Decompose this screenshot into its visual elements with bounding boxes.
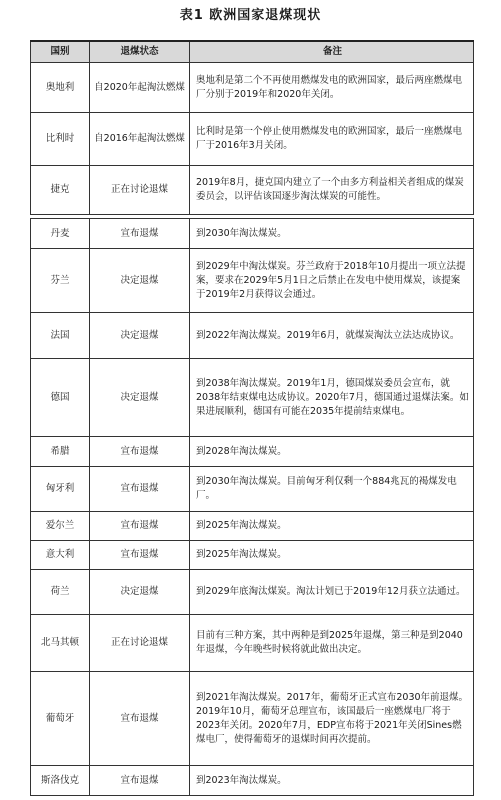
- table-row: [31, 437, 474, 467]
- coal-phaseout-table-part-1: [30, 40, 474, 215]
- country-cell: 希腊: [31, 437, 90, 467]
- status-cell: 宣布退煤: [90, 467, 190, 512]
- country-cell: 爱尔兰: [31, 512, 90, 541]
- status-cell: 决定退煤: [90, 570, 190, 615]
- country-cell: 意大利: [31, 541, 90, 570]
- note-cell: 到2029年中淘汰煤炭。芬兰政府于2018年10月提出一项立法提案，要求在2029年5月1日之后禁止在发电中使用煤炭，该提案于2019年2月获得议会通过。: [190, 249, 474, 313]
- note-cell: 到2028年淘汰煤炭。: [190, 437, 474, 467]
- status-cell: 宣布退煤: [90, 541, 190, 570]
- table-row: [31, 113, 474, 166]
- table-row: [31, 570, 474, 615]
- table-row: [31, 166, 474, 215]
- note-cell: 2019年8月，捷克国内建立了一个由多方利益相关者组成的煤炭委员会，以评估该国逐步淘汰煤炭的可能性。: [190, 166, 474, 215]
- status-cell: 宣布退煤: [90, 672, 190, 766]
- note-cell: 比利时是第一个停止使用燃煤发电的欧洲国家，最后一座燃煤电厂于2016年3月关闭。: [190, 113, 474, 166]
- status-cell: 自2016年起淘汰燃煤: [90, 113, 190, 166]
- note-cell: 到2029年底淘汰煤炭。淘汰计划已于2019年12月获立法通过。: [190, 570, 474, 615]
- country-cell: 德国: [31, 359, 90, 437]
- table-row: [31, 766, 474, 796]
- note-cell: 到2025年淘汰煤炭。: [190, 512, 474, 541]
- note-cell: 到2023年淘汰煤炭。: [190, 766, 474, 796]
- table-row: [31, 359, 474, 437]
- table-row: [31, 541, 474, 570]
- table-title: 表1 欧洲国家退煤现状: [179, 8, 322, 23]
- status-cell: 正在讨论退煤: [90, 615, 190, 672]
- country-cell: 荷兰: [31, 570, 90, 615]
- table-row: [31, 219, 474, 249]
- note-cell: 到2030年淘汰煤炭。: [190, 219, 474, 249]
- note-cell: 到2022年淘汰煤炭。2019年6月，就煤炭淘汰立法达成协议。: [190, 313, 474, 359]
- table-header-row: [31, 41, 474, 63]
- status-cell: 决定退煤: [90, 359, 190, 437]
- status-cell: 自2020年起淘汰燃煤: [90, 63, 190, 113]
- table-row: [31, 63, 474, 113]
- country-cell: 北马其顿: [31, 615, 90, 672]
- header-note: 备注: [190, 41, 474, 63]
- country-cell: 芬兰: [31, 249, 90, 313]
- table-row: [31, 512, 474, 541]
- status-cell: 宣布退煤: [90, 437, 190, 467]
- country-cell: 斯洛伐克: [31, 766, 90, 796]
- table-row: [31, 467, 474, 512]
- country-cell: 丹麦: [31, 219, 90, 249]
- note-cell: 奥地利是第二个不再使用燃煤发电的欧洲国家，最后两座燃煤电厂分别于2019年和2020年关闭。: [190, 63, 474, 113]
- header-status: 退煤状态: [90, 41, 190, 63]
- country-cell: 捷克: [31, 166, 90, 215]
- note-cell: 到2025年淘汰煤炭。: [190, 541, 474, 570]
- header-country: 国别: [31, 41, 90, 63]
- country-cell: 匈牙利: [31, 467, 90, 512]
- status-cell: 决定退煤: [90, 313, 190, 359]
- table-row: [31, 672, 474, 766]
- note-cell: 目前有三种方案，其中两种是到2025年退煤，第三种是到2040年退煤，今年晚些时候将就此做出决定。: [190, 615, 474, 672]
- status-cell: 宣布退煤: [90, 766, 190, 796]
- note-cell: 到2038年淘汰煤炭。2019年1月，德国煤炭委员会宣布，就2038年结束煤电达成协议。2020年7月，德国通过退煤法案。如果进展顺利，德国有可能在2035年提前结束煤电。: [190, 359, 474, 437]
- coal-phaseout-table-part-2: [30, 218, 474, 796]
- status-cell: 正在讨论退煤: [90, 166, 190, 215]
- country-cell: 比利时: [31, 113, 90, 166]
- status-cell: 宣布退煤: [90, 219, 190, 249]
- status-cell: 决定退煤: [90, 249, 190, 313]
- country-cell: 法国: [31, 313, 90, 359]
- status-cell: 宣布退煤: [90, 512, 190, 541]
- table-row: [31, 313, 474, 359]
- country-cell: 葡萄牙: [31, 672, 90, 766]
- table-row: [31, 615, 474, 672]
- country-cell: 奥地利: [31, 63, 90, 113]
- note-cell: 到2021年淘汰煤炭。2017年，葡萄牙正式宣布2030年前退煤。2019年10月，葡萄牙总理宣布，该国最后一座燃煤电厂将于2023年关闭。2020年7月，EDP宣布将于2021年关闭Sines燃煤电厂，使得葡萄牙的退煤时间再次提前。: [190, 672, 474, 766]
- note-cell: 到2030年淘汰煤炭。目前匈牙利仅剩一个884兆瓦的褐煤发电厂。: [190, 467, 474, 512]
- table-row: [31, 249, 474, 313]
